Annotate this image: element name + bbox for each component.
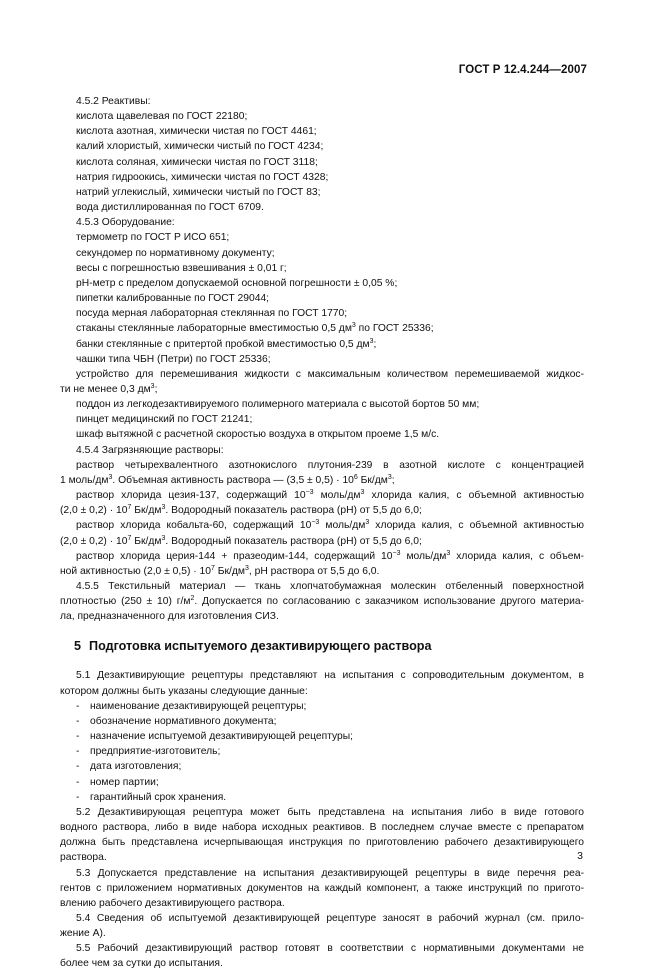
section-4-5-2 [60,94,584,215]
superscript: 3 [369,337,374,345]
superscript: 3 [365,519,370,527]
section-4-5-3 [60,215,584,442]
text: ; [373,338,377,350]
list-item [60,714,584,729]
list-item [60,699,584,714]
list-item [60,729,584,744]
text: стаканы стеклянные лабораторные вместимостью 0,5 дм [76,323,352,335]
list-item: устройство для перемешивания жидкости с максимальным количеством перемешиваемой жидкос- [76,368,584,380]
list-item: кислота соляная, химически чистая по ГОСТ 3118; [76,156,318,168]
paragraph-line: водного раствора, либо в виде набора исходных реактивов. В последнем случае вместе с препаратом [60,822,584,834]
dash-bullet: - [76,700,80,712]
dash-bullet: - [76,776,80,788]
list-item: pH-метр с пределом допускаемой основной погрешности ± 0,05 %; [76,277,398,289]
paragraph-line: должна быть представлена исчерпывающая инструкция по приготовлению рабочего дезактивирующего [60,837,584,849]
subsection-title: 4.5.3 Оборудование: [76,217,175,229]
text: моль/дм [313,490,361,502]
list-item-continuation [60,382,584,397]
list-item: посуда мерная лабораторная стеклянная по ГОСТ 1770; [76,308,348,320]
text: плотностью (250 ± 10) г/м [60,596,191,608]
text: банки стеклянные с притертой пробкой вместимостью 0,5 дм [76,338,370,350]
paragraph-line: раствора. [60,852,107,864]
list-item: пипетки калиброванные по ГОСТ 29044; [76,293,270,305]
text: номер партии; [90,776,159,788]
text: ; [391,474,395,486]
superscript: 3 [161,534,166,542]
text: моль/дм [400,550,447,562]
paragraph-line: 5.5 Рабочий дезактивирующий раствор готовят в соответствии с нормативными документами не [76,943,584,955]
text: . Объемная активность раствора — (3,5 ± 0,5) · 10 [112,474,354,486]
paragraph-line [60,488,584,503]
paragraph-line [60,594,584,609]
text: предприятие-изготовитель; [90,746,221,758]
paragraph-line: котором должны быть указаны следующие данные: [60,685,308,697]
list-item [60,744,584,759]
text: . Допускается по согласованию с заказчиком использование другого материа- [194,596,585,608]
text: гарантийный срок хранения. [90,791,227,803]
text: Бк/дм [357,474,388,486]
list-item: вода дистиллированная по ГОСТ 6709. [76,202,264,214]
document-header: ГОСТ Р 12.4.244—2007 [458,64,587,76]
paragraph-line [60,564,584,579]
paragraph-line: влению рабочего дезактивирующего раствора. [60,897,285,909]
dash-bullet: - [76,761,80,773]
list-item: кислота щавелевая по ГОСТ 22180; [76,111,248,123]
list-item: натрий углекислый, химически чистый по ГОСТ 83; [76,186,321,198]
text: ти не менее 0,3 дм [60,383,151,395]
paragraph-line [60,473,584,488]
document-body [60,94,584,972]
list-item: натрия гидроокись, химически чистая по ГОСТ 4328; [76,171,329,183]
paragraph-line: 5.2 Дезактивирующая рецептура может быть представлена на испытания либо в виде готового [76,806,584,818]
list-item [60,337,584,352]
text: (2,0 ± 0,2) · 10 [60,505,128,517]
text: Бк/дм [131,505,162,517]
section-number: 5 [74,639,82,654]
dash-bullet: - [76,731,80,743]
text: ной активностью (2,0 ± 0,5) · 10 [60,565,211,577]
text: Бк/дм [214,565,245,577]
list-item: кислота азотная, химически чистая по ГОСТ 4461; [76,126,317,138]
superscript: 3 [446,549,451,557]
text: дата изготовления; [90,761,182,773]
section-heading [60,638,584,654]
list-item [60,790,584,805]
text: назначение испытуемой дезактивирующей рецептуры; [90,731,354,743]
superscript: 3 [387,473,392,481]
section-4-5-5 [60,579,584,624]
text: (2,0 ± 0,2) · 10 [60,535,128,547]
paragraph-line: 5.4 Сведения об испытуемой дезактивирующей рецептуре заносят в рабочий журнал (см. прило- [76,912,584,924]
dash-bullet: - [76,746,80,758]
list-item [60,321,584,336]
paragraph-line [60,549,584,564]
dash-bullet: - [76,715,80,727]
list-item [60,775,584,790]
superscript: 3 [360,489,365,497]
text: раствор хлорида церия-144 + празеодим-144, содержащий 10 [76,550,393,562]
subsection-title: 4.5.4 Загрязняющие растворы: [76,444,224,456]
text: моль/дм [319,520,366,532]
superscript: −3 [311,519,320,527]
superscript: 3 [244,564,249,572]
text: 1 моль/дм [60,474,109,486]
text: Бк/дм [131,535,162,547]
superscript: −3 [392,549,401,557]
superscript: 3 [150,382,155,390]
superscript: 3 [108,473,113,481]
list-item: секундомер по нормативному документу; [76,247,275,259]
paragraph-line: раствор четырехвалентного азотнокислого плутония-239 в азотной кислоте с концентрацией [76,459,584,471]
superscript: 3 [351,322,356,330]
list-item: термометр по ГОСТ Р ИСО 651; [76,232,230,244]
text: . Водородный показатель раствора (pH) от 5,5 до 6,0; [165,535,422,547]
superscript: 7 [127,504,132,512]
list-item: пинцет медицинский по ГОСТ 21241; [76,414,253,426]
superscript: −3 [305,489,314,497]
paragraph-line [60,518,584,533]
superscript: 2 [190,595,195,603]
text: , pH раствора от 5,5 до 6,0. [248,565,380,577]
superscript: 3 [161,504,166,512]
text: хлорида калия, с объемной активностью [364,490,584,502]
text: хлорида калия, с объемной активностью [369,520,584,532]
subsection-title: 4.5.2 Реактивы: [76,96,151,107]
text: по ГОСТ 25336; [355,323,434,335]
paragraph-line: жение А). [60,928,106,940]
text: . Водородный показатель раствора (pH) от 5,5 до 6,0; [165,505,422,517]
paragraph-line [60,534,584,549]
page-number: 3 [577,850,583,862]
section-5-body [60,668,584,971]
section-title: Подготовка испытуемого дезактивирующего раствора [89,639,432,654]
paragraph-line: гентов с приложением нормативных документов на каждый компонент, а также инструкций по пригото- [60,882,584,894]
paragraph-line: 5.3 Допускается представление на испытания дезактивирующей рецептуры в виде перечня реа- [76,867,584,879]
paragraph-line: 5.1 Дезактивирующие рецептуры представляют на испытания с сопроводительным документом, в [76,670,584,682]
list-item: чашки типа ЧБН (Петри) по ГОСТ 25336; [76,353,271,365]
list-item [60,759,584,774]
paragraph-line: ла, предназначенного для изготовления СИЗ. [60,611,279,623]
superscript: 7 [127,534,132,542]
paragraph-line [60,503,584,518]
text: наименование дезактивирующей рецептуры; [90,700,307,712]
text: раствор хлорида кобальта-60, содержащий 10 [76,520,312,532]
paragraph-line: более чем за сутки до испытания. [60,958,223,970]
text: раствор хлорида цезия-137, содержащий 10 [76,490,306,502]
list-item: весы с погрешностью взвешивания ± 0,01 г; [76,262,287,274]
list-item: поддон из легкодезактивируемого полимерного материала с высотой бортов 50 мм; [76,399,480,411]
superscript: 6 [353,473,358,481]
text: ; [154,383,158,395]
superscript: 7 [211,564,215,572]
text: обозначение нормативного документа; [90,715,277,727]
text: хлорида калия, с объем- [450,550,584,562]
list-item: шкаф вытяжной с расчетной скоростью воздуха в открытом проеме 1,5 м/с. [76,429,440,441]
list-item: калий хлористый, химически чистый по ГОСТ 4234; [76,141,324,153]
dash-bullet: - [76,791,80,803]
section-4-5-4 [60,443,584,579]
paragraph-line: 4.5.5 Текстильный материал — ткань хлопчатобумажная молескин отбеленный поверхностной [76,581,584,592]
